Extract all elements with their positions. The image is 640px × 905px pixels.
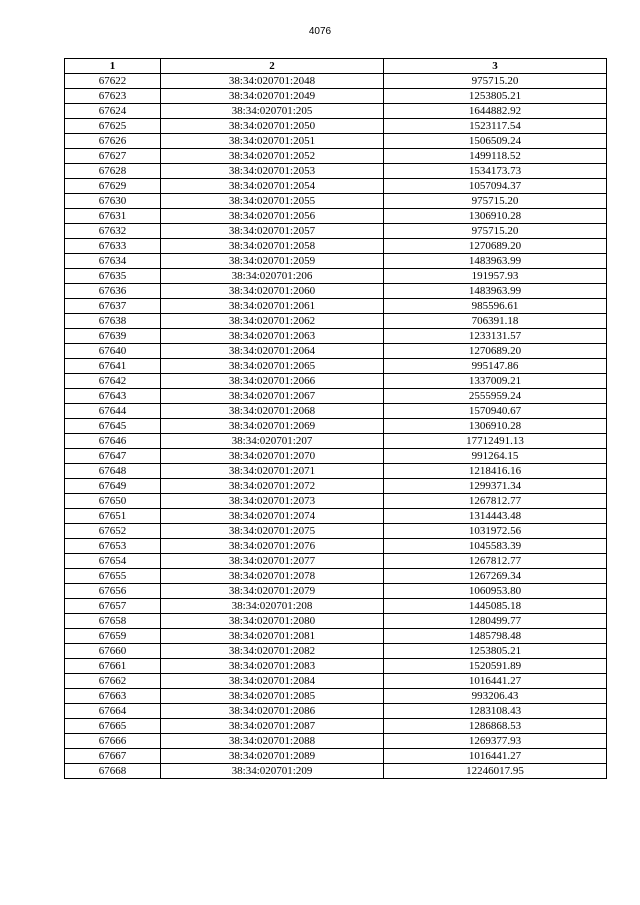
row-number-cell: 67648 [65,464,161,479]
row-number-cell: 67650 [65,494,161,509]
value-cell: 2555959.24 [384,389,607,404]
value-cell: 1499118.52 [384,149,607,164]
row-number-cell: 67634 [65,254,161,269]
table-row [65,734,607,749]
table-row [65,374,607,389]
value-cell: 1520591.89 [384,659,607,674]
value-cell: 1570940.67 [384,404,607,419]
cadastral-number-cell: 38:34:020701:2064 [161,344,384,359]
table-row [65,569,607,584]
row-number-cell: 67652 [65,524,161,539]
row-number-cell: 67623 [65,89,161,104]
cadastral-number-cell: 38:34:020701:2048 [161,74,384,89]
row-number-cell: 67640 [65,344,161,359]
cadastral-number-cell: 38:34:020701:2062 [161,314,384,329]
row-number-cell: 67647 [65,449,161,464]
row-number-cell: 67659 [65,629,161,644]
row-number-cell: 67654 [65,554,161,569]
value-cell: 1270689.20 [384,239,607,254]
value-cell: 991264.15 [384,449,607,464]
table-row [65,194,607,209]
value-cell: 1267812.77 [384,554,607,569]
table-row [65,179,607,194]
row-number-cell: 67661 [65,659,161,674]
column-header-1: 1 [65,59,161,74]
row-number-cell: 67664 [65,704,161,719]
cadastral-number-cell: 38:34:020701:2082 [161,644,384,659]
table-row [65,209,607,224]
cadastral-number-cell: 38:34:020701:2054 [161,179,384,194]
table-row [65,674,607,689]
table-row [65,764,607,779]
cadastral-number-cell: 38:34:020701:2089 [161,749,384,764]
row-number-cell: 67655 [65,569,161,584]
cadastral-number-cell: 38:34:020701:2050 [161,119,384,134]
row-number-cell: 67627 [65,149,161,164]
row-number-cell: 67662 [65,674,161,689]
cadastral-number-cell: 38:34:020701:2073 [161,494,384,509]
value-cell: 17712491.13 [384,434,607,449]
value-cell: 1299371.34 [384,479,607,494]
table-row [65,524,607,539]
table-row [65,329,607,344]
table-row [65,134,607,149]
table-row [65,149,607,164]
value-cell: 1267269.34 [384,569,607,584]
cadastral-number-cell: 38:34:020701:2086 [161,704,384,719]
table-body [65,74,607,779]
row-number-cell: 67638 [65,314,161,329]
table-row [65,254,607,269]
table-row [65,299,607,314]
table-row [65,389,607,404]
row-number-cell: 67633 [65,239,161,254]
value-cell: 1314443.48 [384,509,607,524]
value-cell: 1306910.28 [384,419,607,434]
table-row [65,119,607,134]
row-number-cell: 67636 [65,284,161,299]
row-number-cell: 67637 [65,299,161,314]
value-cell: 1534173.73 [384,164,607,179]
row-number-cell: 67622 [65,74,161,89]
column-header-2: 2 [161,59,384,74]
cadastral-number-cell: 38:34:020701:2077 [161,554,384,569]
row-number-cell: 67656 [65,584,161,599]
value-cell: 1218416.16 [384,464,607,479]
table-row [65,644,607,659]
value-cell: 1253805.21 [384,89,607,104]
data-table [64,58,607,779]
value-cell: 1286868.53 [384,719,607,734]
row-number-cell: 67651 [65,509,161,524]
value-cell: 1283108.43 [384,704,607,719]
row-number-cell: 67668 [65,764,161,779]
value-cell: 1306910.28 [384,209,607,224]
table-row [65,419,607,434]
value-cell: 1016441.27 [384,749,607,764]
row-number-cell: 67639 [65,329,161,344]
column-header-3: 3 [384,59,607,74]
table-row [65,704,607,719]
cadastral-number-cell: 38:34:020701:2076 [161,539,384,554]
value-cell: 975715.20 [384,194,607,209]
value-cell: 1267812.77 [384,494,607,509]
cadastral-number-cell: 38:34:020701:2065 [161,359,384,374]
cadastral-number-cell: 38:34:020701:2058 [161,239,384,254]
row-number-cell: 67667 [65,749,161,764]
row-number-cell: 67626 [65,134,161,149]
table-row [65,554,607,569]
cadastral-number-cell: 38:34:020701:2078 [161,569,384,584]
value-cell: 1337009.21 [384,374,607,389]
cadastral-number-cell: 38:34:020701:2068 [161,404,384,419]
cadastral-number-cell: 38:34:020701:2084 [161,674,384,689]
table-row [65,749,607,764]
row-number-cell: 67653 [65,539,161,554]
row-number-cell: 67635 [65,269,161,284]
cadastral-number-cell: 38:34:020701:2052 [161,149,384,164]
cadastral-number-cell: 38:34:020701:2070 [161,449,384,464]
cadastral-number-cell: 38:34:020701:2080 [161,614,384,629]
row-number-cell: 67628 [65,164,161,179]
table-row [65,74,607,89]
table-row [65,584,607,599]
cadastral-number-cell: 38:34:020701:2075 [161,524,384,539]
table-row [65,404,607,419]
value-cell: 1045583.39 [384,539,607,554]
cadastral-number-cell: 38:34:020701:2057 [161,224,384,239]
table-row [65,269,607,284]
value-cell: 1644882.92 [384,104,607,119]
value-cell: 1280499.77 [384,614,607,629]
cadastral-number-cell: 38:34:020701:206 [161,269,384,284]
row-number-cell: 67658 [65,614,161,629]
value-cell: 985596.61 [384,299,607,314]
row-number-cell: 67663 [65,689,161,704]
cadastral-number-cell: 38:34:020701:2060 [161,284,384,299]
value-cell: 1270689.20 [384,344,607,359]
table-row [65,89,607,104]
cadastral-number-cell: 38:34:020701:2071 [161,464,384,479]
value-cell: 975715.20 [384,74,607,89]
table-row [65,344,607,359]
table-row [65,479,607,494]
table-row [65,224,607,239]
value-cell: 1485798.48 [384,629,607,644]
cadastral-number-cell: 38:34:020701:2087 [161,719,384,734]
value-cell: 1269377.93 [384,734,607,749]
row-number-cell: 67632 [65,224,161,239]
row-number-cell: 67630 [65,194,161,209]
cadastral-number-cell: 38:34:020701:2056 [161,209,384,224]
page-number: 4076 [308,26,332,37]
header-row [65,59,607,74]
cadastral-number-cell: 38:34:020701:2051 [161,134,384,149]
table-row [65,614,607,629]
value-cell: 1031972.56 [384,524,607,539]
row-number-cell: 67645 [65,419,161,434]
table-row [65,104,607,119]
row-number-cell: 67642 [65,374,161,389]
row-number-cell: 67643 [65,389,161,404]
table-row [65,464,607,479]
cadastral-number-cell: 38:34:020701:2074 [161,509,384,524]
row-number-cell: 67641 [65,359,161,374]
value-cell: 706391.18 [384,314,607,329]
table-row [65,164,607,179]
value-cell: 1057094.37 [384,179,607,194]
table-row [65,239,607,254]
table-row [65,539,607,554]
value-cell: 1060953.80 [384,584,607,599]
table-row [65,599,607,614]
row-number-cell: 67629 [65,179,161,194]
table-row [65,449,607,464]
row-number-cell: 67646 [65,434,161,449]
table-row [65,659,607,674]
cadastral-number-cell: 38:34:020701:2079 [161,584,384,599]
cadastral-number-cell: 38:34:020701:2059 [161,254,384,269]
cadastral-number-cell: 38:34:020701:2085 [161,689,384,704]
cadastral-number-cell: 38:34:020701:2081 [161,629,384,644]
value-cell: 1506509.24 [384,134,607,149]
cadastral-number-cell: 38:34:020701:2061 [161,299,384,314]
cadastral-number-cell: 38:34:020701:2088 [161,734,384,749]
value-cell: 1253805.21 [384,644,607,659]
row-number-cell: 67657 [65,599,161,614]
value-cell: 1445085.18 [384,599,607,614]
table-row [65,434,607,449]
row-number-cell: 67649 [65,479,161,494]
table-row [65,359,607,374]
cadastral-number-cell: 38:34:020701:2067 [161,389,384,404]
table-row [65,719,607,734]
table-row [65,314,607,329]
table-row [65,284,607,299]
value-cell: 993206.43 [384,689,607,704]
value-cell: 12246017.95 [384,764,607,779]
table-row [65,689,607,704]
row-number-cell: 67644 [65,404,161,419]
value-cell: 1523117.54 [384,119,607,134]
cadastral-number-cell: 38:34:020701:2072 [161,479,384,494]
cadastral-number-cell: 38:34:020701:205 [161,104,384,119]
cadastral-number-cell: 38:34:020701:208 [161,599,384,614]
value-cell: 975715.20 [384,224,607,239]
value-cell: 1483963.99 [384,284,607,299]
table-row [65,494,607,509]
table-header [65,59,607,74]
value-cell: 1016441.27 [384,674,607,689]
value-cell: 1483963.99 [384,254,607,269]
row-number-cell: 67665 [65,719,161,734]
table-row [65,629,607,644]
cadastral-number-cell: 38:34:020701:2055 [161,194,384,209]
value-cell: 995147.86 [384,359,607,374]
row-number-cell: 67666 [65,734,161,749]
cadastral-number-cell: 38:34:020701:2049 [161,89,384,104]
row-number-cell: 67660 [65,644,161,659]
cadastral-number-cell: 38:34:020701:2066 [161,374,384,389]
cadastral-number-cell: 38:34:020701:207 [161,434,384,449]
row-number-cell: 67631 [65,209,161,224]
cadastral-number-cell: 38:34:020701:2069 [161,419,384,434]
value-cell: 1233131.57 [384,329,607,344]
row-number-cell: 67625 [65,119,161,134]
row-number-cell: 67624 [65,104,161,119]
cadastral-number-cell: 38:34:020701:2083 [161,659,384,674]
cadastral-number-cell: 38:34:020701:209 [161,764,384,779]
table-row [65,509,607,524]
cadastral-number-cell: 38:34:020701:2053 [161,164,384,179]
cadastral-number-cell: 38:34:020701:2063 [161,329,384,344]
value-cell: 191957.93 [384,269,607,284]
